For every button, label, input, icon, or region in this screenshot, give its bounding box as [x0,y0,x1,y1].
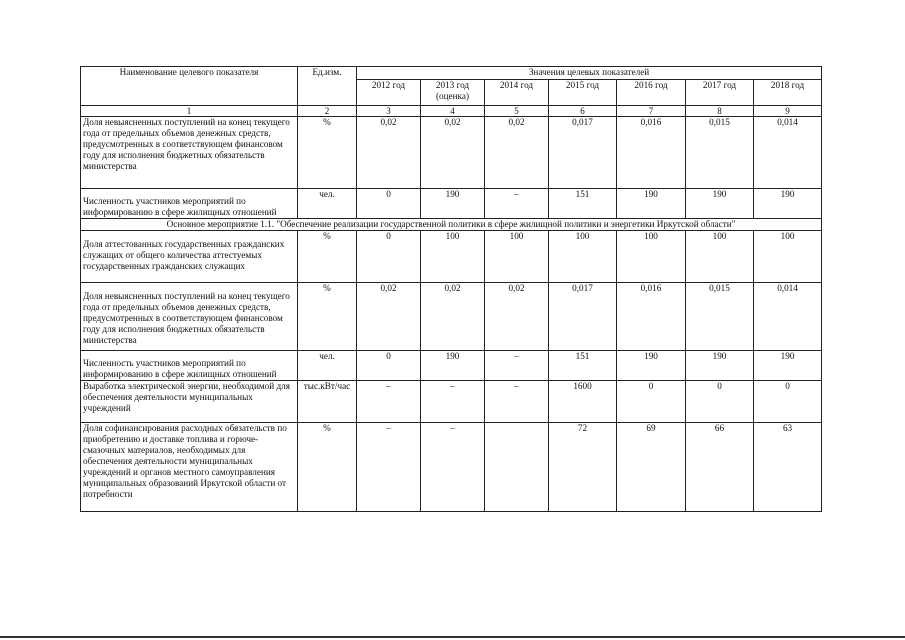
indicator-name: Выработка электрической энергии, необходимой для обеспечения деятельности муниципальных учреждений [81,381,298,423]
indicator-value: 190 [686,351,754,381]
column-number: 8 [686,106,754,117]
indicator-value: – [485,381,549,423]
header-year: 2013 год (оценка) [421,80,485,106]
indicator-value: 66 [686,423,754,512]
indicator-value: 100 [421,231,485,283]
indicator-unit: тыс.кВт/час [298,381,357,423]
table-row [81,189,822,219]
indicator-name: Доля невыясненных поступлений на конец текущего года от предельных объемов денежных средств, предусмотренных в соответствующем финансовом году для исполнения бюджетных обязательств министерства [81,117,298,189]
indicator-value: 0,02 [357,283,421,351]
indicator-unit: % [298,231,357,283]
indicator-value: 190 [754,189,822,219]
header-indicator-name: Наименование целевого показателя [81,67,298,106]
indicator-unit: % [298,283,357,351]
indicator-value: 1600 [549,381,617,423]
indicator-unit: % [298,117,357,189]
indicator-value: 0,017 [549,283,617,351]
indicator-value: – [357,423,421,512]
indicator-value: 0 [686,381,754,423]
indicator-value: 151 [549,189,617,219]
indicator-value: 190 [421,351,485,381]
table-row [81,381,822,423]
column-number: 5 [485,106,549,117]
column-number: 3 [357,106,421,117]
indicator-value: 63 [754,423,822,512]
indicator-value: 100 [754,231,822,283]
header-values-group: Значения целевых показателей [357,67,822,80]
indicator-name: Численность участников мероприятий по информированию в сфере жилищных отношений [81,351,298,381]
indicator-value: 0 [617,381,686,423]
table-row [81,351,822,381]
indicator-name: Доля аттестованных государственных гражданских служащих от общего количества аттестуемых государственных гражданских служащих [81,231,298,283]
target-indicators-table [80,66,822,512]
indicator-value: 100 [617,231,686,283]
header-year: 2012 год [357,80,421,106]
indicator-value: 0 [357,231,421,283]
indicator-value: 190 [617,351,686,381]
indicator-name: Доля невыясненных поступлений на конец текущего года от предельных объемов денежных средств, предусмотренных в соответствующем финансовом году для исполнения бюджетных обязательств министерства [81,283,298,351]
indicator-value: 190 [754,351,822,381]
indicator-value: – [485,351,549,381]
indicator-value: – [357,381,421,423]
indicator-value: 0,02 [485,117,549,189]
header-year: 2018 год [754,80,822,106]
indicator-value: 0,014 [754,283,822,351]
indicator-unit: чел. [298,189,357,219]
indicator-value: 69 [617,423,686,512]
page-edge-divider [0,636,905,638]
column-number: 7 [617,106,686,117]
column-number: 1 [81,106,298,117]
indicator-value: 0,016 [617,283,686,351]
header-unit: Ед.изм. [298,67,357,106]
column-number: 9 [754,106,822,117]
indicator-value: – [421,381,485,423]
indicator-value: 72 [549,423,617,512]
indicator-value: 0,014 [754,117,822,189]
indicator-value: 190 [421,189,485,219]
header-year: 2015 год [549,80,617,106]
table-row [81,423,822,512]
indicator-value: 100 [686,231,754,283]
section-title: Основное мероприятие 1.1. "Обеспечение реализации государственной политики в сфере жилищной политики и энергетики Иркутской области" [81,219,822,231]
indicator-value: 0,017 [549,117,617,189]
indicator-value: 0,016 [617,117,686,189]
indicator-value: 0,02 [357,117,421,189]
column-number-row [81,106,822,117]
column-number: 2 [298,106,357,117]
table-row [81,117,822,189]
header-year: 2017 год [686,80,754,106]
indicator-value: 190 [686,189,754,219]
indicator-value: 0,015 [686,117,754,189]
header-year: 2014 год [485,80,549,106]
section-row [81,219,822,231]
indicator-value: 151 [549,351,617,381]
indicator-unit: % [298,423,357,512]
indicator-value: 0 [754,381,822,423]
indicator-value: 0 [357,351,421,381]
indicator-unit: чел. [298,351,357,381]
indicator-name: Численность участников мероприятий по информированию в сфере жилищных отношений [81,189,298,219]
column-number: 4 [421,106,485,117]
indicator-value: – [421,423,485,512]
table-row [81,283,822,351]
indicator-value [485,423,549,512]
indicator-value: 190 [617,189,686,219]
indicator-value: 0 [357,189,421,219]
column-number: 6 [549,106,617,117]
indicator-value: 0,02 [421,117,485,189]
indicator-name: Доля софинансирования расходных обязательств по приобретению и доставке топлива и горюче-смазочных материалов, необходимых для обеспечения деятельности муниципальных учреждений и органов местного самоуправления муниципальных образований Иркутской области от потребности [81,423,298,512]
indicator-value: – [485,189,549,219]
indicator-value: 100 [485,231,549,283]
header-year: 2016 год [617,80,686,106]
indicator-value: 0,02 [421,283,485,351]
indicator-value: 0,02 [485,283,549,351]
indicator-value: 0,015 [686,283,754,351]
indicator-value: 100 [549,231,617,283]
table-row [81,231,822,283]
